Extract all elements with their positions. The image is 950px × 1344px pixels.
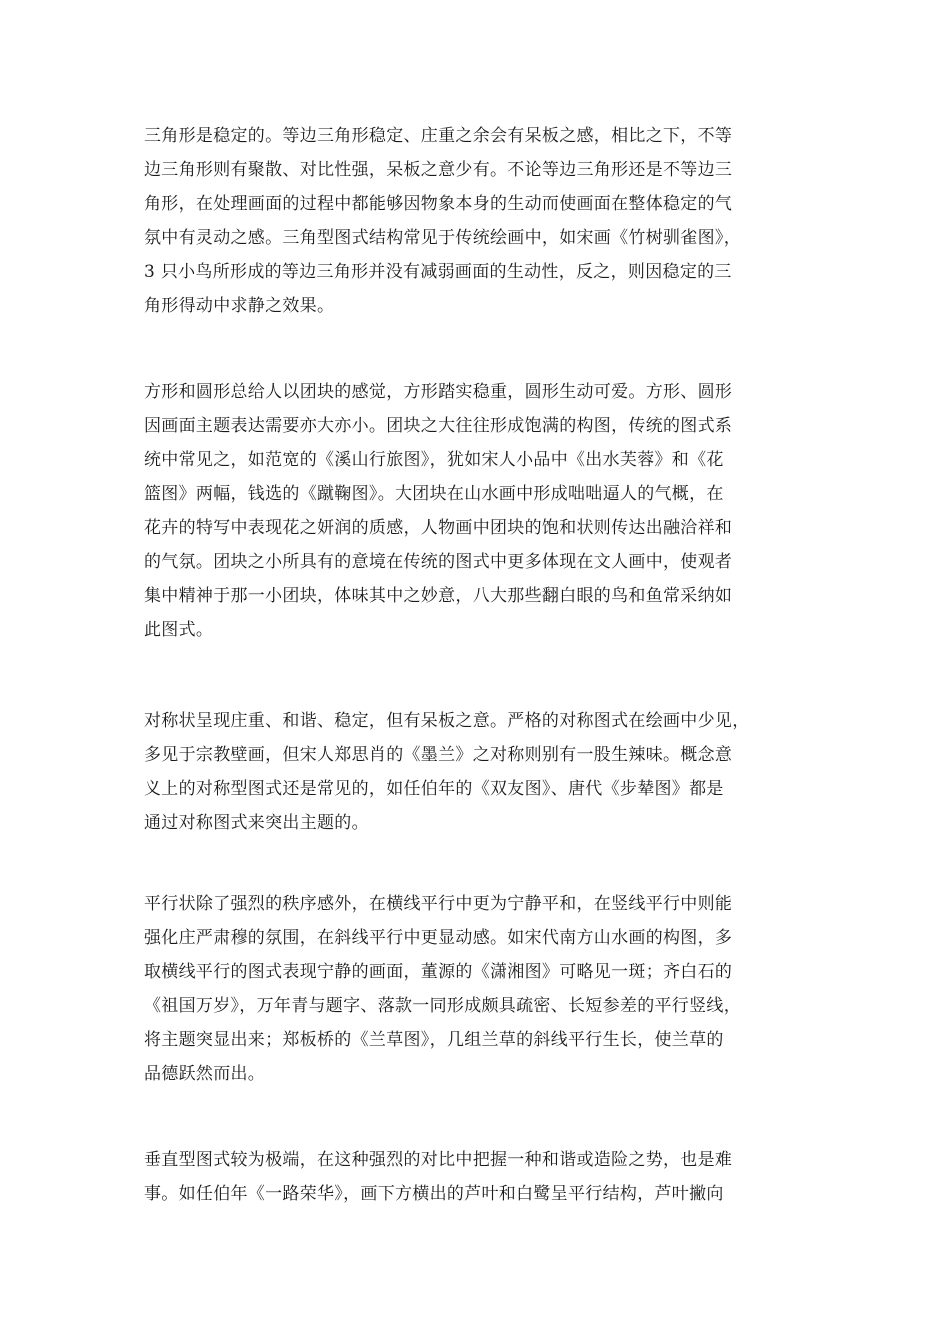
paragraph-parallel bbox=[144, 887, 824, 1091]
text-line: 3 只小鸟所形成的等边三角形并没有减弱画面的生动性，反之，则因稳定的三 bbox=[144, 262, 732, 282]
text-line: 强化庄严肃穆的氛围，在斜线平行中更显动感。如宋代南方山水画的构图，多 bbox=[144, 928, 733, 948]
text-line: 氛中有灵动之感。三角型图式结构常见于传统绘画中，如宋画《竹树驯雀图》， bbox=[144, 228, 741, 248]
text-line: 此图式。 bbox=[144, 620, 214, 640]
text-line: 边三角形则有聚散、对比性强，呆板之意少有。不论等边三角形还是不等边三 bbox=[144, 160, 733, 180]
text-line: 取横线平行的图式表现宁静的画面，董源的《潇湘图》可略见一斑；齐白石的 bbox=[144, 962, 733, 982]
text-line: 将主题突显出来；郑板桥的《兰草图》，几组兰草的斜线平行生长，使兰草的 bbox=[144, 1030, 724, 1050]
text-line: 《祖国万岁》，万年青与题字、落款一同形成颇具疏密、长短参差的平行竖线， bbox=[144, 996, 741, 1016]
text-line: 统中常见之，如范宽的《溪山行旅图》，犹如宋人小品中《出水芙蓉》和《花 bbox=[144, 450, 724, 470]
text-line: 的气氛。团块之小所具有的意境在传统的图式中更多体现在文人画中，使观者 bbox=[144, 552, 733, 572]
paragraph-square-circle bbox=[144, 375, 824, 647]
text-line: 角形，在处理画面的过程中都能够因物象本身的生动而使画面在整体稳定的气 bbox=[144, 194, 733, 214]
text-line: 篮图》两幅，钱选的《蹴鞠图》。大团块在山水画中形成咄咄逼人的气概，在 bbox=[144, 484, 724, 504]
text-line: 义上的对称型图式还是常见的，如任伯年的《双友图》、唐代《步辇图》都是 bbox=[144, 779, 724, 799]
text-line: 因画面主题表达需要亦大亦小。团块之大往往形成饱满的构图，传统的图式系 bbox=[144, 416, 733, 436]
text-line: 花卉的特写中表现花之妍润的质感，人物画中团块的饱和状则传达出融洽祥和 bbox=[144, 518, 733, 538]
text-line: 方形和圆形总给人以团块的感觉，方形踏实稳重，圆形生动可爱。方形、圆形 bbox=[144, 382, 733, 402]
text-line: 品德跃然而出。 bbox=[144, 1064, 266, 1084]
text-line: 通过对称图式来突出主题的。 bbox=[144, 813, 369, 833]
text-line: 三角形是稳定的。等边三角形稳定、庄重之余会有呆板之感，相比之下，不等 bbox=[144, 126, 733, 146]
paragraph-symmetry bbox=[144, 704, 824, 840]
text-line: 集中精神于那一小团块，体味其中之妙意，八大那些翻白眼的鸟和鱼常采纳如 bbox=[144, 586, 733, 606]
paragraph-vertical bbox=[144, 1143, 824, 1211]
text-line: 角形得动中求静之效果。 bbox=[144, 296, 335, 316]
text-line: 对称状呈现庄重、和谐、稳定，但有呆板之意。严格的对称图式在绘画中少见， bbox=[144, 711, 750, 731]
paragraph-triangle bbox=[144, 119, 824, 323]
text-line: 垂直型图式较为极端，在这种强烈的对比中把握一种和谐或造险之势，也是难 bbox=[144, 1150, 733, 1170]
text-line: 事。如任伯年《一路荣华》，画下方横出的芦叶和白鹭呈平行结构，芦叶撇向 bbox=[144, 1184, 724, 1204]
text-line: 平行状除了强烈的秩序感外，在横线平行中更为宁静平和，在竖线平行中则能 bbox=[144, 894, 733, 914]
text-line: 多见于宗教壁画，但宋人郑思肖的《墨兰》之对称则别有一股生辣味。概念意 bbox=[144, 745, 733, 765]
